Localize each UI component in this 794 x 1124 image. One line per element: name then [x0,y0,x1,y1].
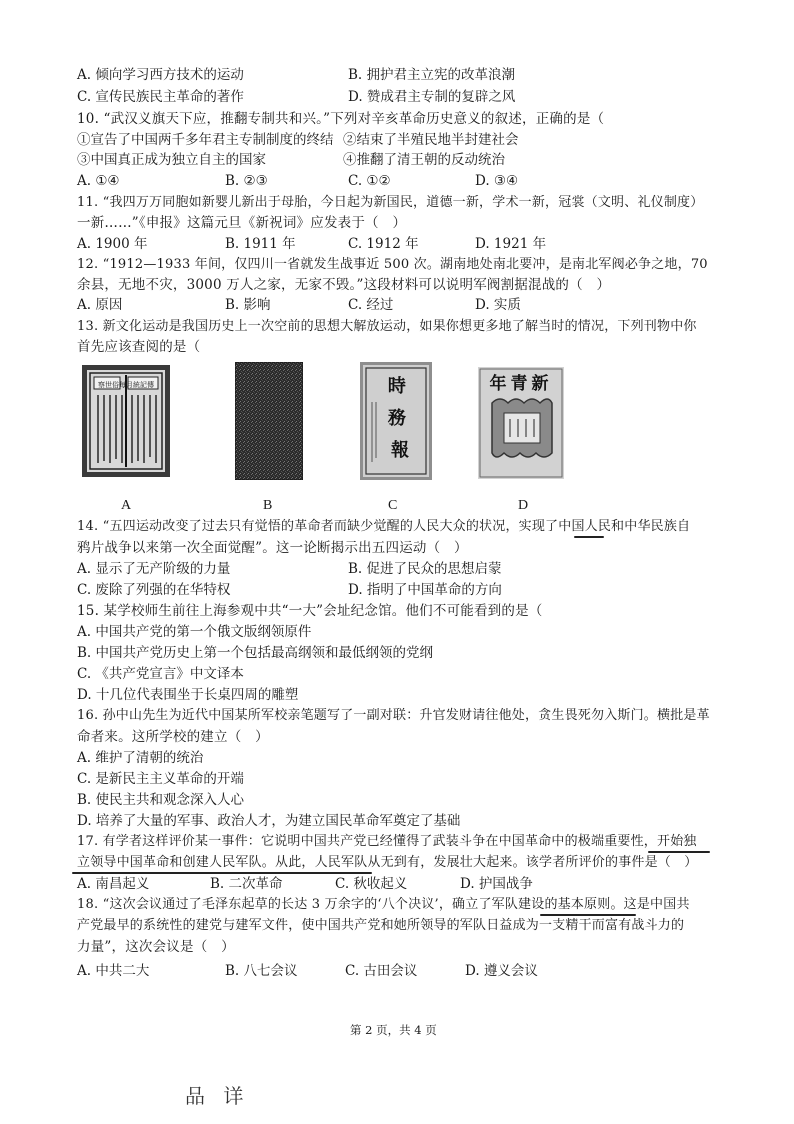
periodical-c-char-2: 務 [387,408,406,429]
image-label-d: D [518,498,529,513]
q18-option-d: D. 遵义会议 [465,963,538,979]
q14-option-a: A. 显示了无产阶级的力量 [77,561,231,577]
q17-option-a: A. 南昌起义 [77,876,150,892]
q18-stem-line1: 18. “这次会议通过了毛泽东起草的长达 3 万余字的‘八个决议’，确立了军队建设的基本原则。这是中国共 [77,897,690,912]
q18-stem-line3: 力量”，这次会议是（ ） [77,939,235,955]
handwritten-underline [72,872,372,874]
q9-option-b: B. 拥护君主立宪的改革浪潮 [348,67,516,83]
q10-statement-4: ④推翻了清王朝的反动统治 [343,152,505,168]
q15-option-b: B. 中国共产党历史上第一个包括最高纲领和最低纲领的党纲 [77,645,434,661]
q15-option-a: A. 中国共产党的第一个俄文版纲领原件 [77,624,312,640]
q18-stem-line2: 产党最早的系统性的建党与建军文件，使中国共产党和她所领导的军队日益成为一支精干而富有战斗力的 [77,918,685,933]
page-footer: 第 2 页，共 4 页 [350,1023,437,1037]
q17-option-d: D. 护国战争 [460,876,533,892]
q15-option-c: C. 《共产党宣言》中文译本 [77,666,244,682]
periodical-d-title: 年青新 [489,374,553,394]
q13-stem-line2: 首先应该查阅的是（ [77,339,201,355]
q10-option-b: B. ②③ [225,173,268,189]
q9-option-d: D. 赞成君主专制的复辟之风 [348,89,516,105]
periodical-image-d [478,367,564,479]
image-label-a: A [121,498,132,513]
handwritten-underline [540,914,636,916]
q14-option-d: D. 指明了中国革命的方向 [348,582,502,598]
q16-option-b: B. 使民主共和观念深入人心 [77,792,245,808]
q11-option-d: D. 1921 年 [475,236,547,252]
periodical-image-b [235,362,303,480]
q15-stem: 15. 某学校师生前往上海参观中共“一大”会址纪念馆。他们不可能看到的是（ [77,603,543,619]
q18-option-a: A. 中共二大 [77,963,150,979]
q12-option-c: C. 经过 [348,297,394,313]
q17-stem-line1: 17. 有学者这样评价某一事件：它说明中国共产党已经懂得了武装斗争在中国革命中的极端重要性，开始独 [77,834,697,849]
q18-option-c: C. 古田会议 [345,963,418,979]
q16-stem-line2: 命者来。这所学校的建立（ ） [77,729,269,745]
q10-statement-1: ①宣告了中国两千多年君主专制制度的终结 [77,132,334,148]
image-label-b: B [263,498,273,513]
q14-option-b: B. 促进了民众的思想启蒙 [348,561,502,577]
periodical-image-c [360,362,432,480]
q17-stem-line2: 立领导中国革命和创建人民军队。从此，人民军队从无到有，发展壮大起来。该学者所评价的事件是（ ） [77,855,698,870]
q12-option-b: B. 影响 [225,297,271,313]
q12-stem-line1: 12. “1912—1933 年间，仅四川一省就发生战事近 500 次。湖南地处南北要冲，是南北军阀必争之地，70 [77,257,708,272]
q9-option-a: A. 倾向学习西方技术的运动 [77,67,244,83]
q16-option-c: C. 是新民主主义革命的开端 [77,771,244,787]
q17-option-c: C. 秋收起义 [335,876,408,892]
q10-statement-2: ②结束了半殖民地半封建社会 [343,132,519,148]
q14-stem-line1: 14. “五四运动改变了过去只有觉悟的革命者而缺少觉醒的人民大众的状况，实现了中国人民和中华民族自 [77,519,691,534]
q10-statement-3: ③中国真正成为独立自主的国家 [77,152,266,168]
handwritten-underline [574,536,604,538]
periodical-c-char-1: 時 [387,376,406,397]
image-label-c: C [388,498,398,513]
scan-marks: 品 详 [185,1084,250,1108]
periodical-image-a [82,365,170,477]
q17-option-b: B. 二次革命 [210,876,283,892]
q10-option-a: A. ①④ [77,173,120,189]
q16-stem-line1: 16. 孙中山先生为近代中国某所军校亲笔题写了一副对联：升官发财请往他处，贪生畏死勿入斯门。横批是革 [77,708,710,723]
q16-option-d: D. 培养了大量的军事、政治人才，为建立国民革命军奠定了基础 [77,813,461,829]
q18-option-b: B. 八七会议 [225,963,298,979]
q11-option-a: A. 1900 年 [77,236,148,252]
q16-option-a: A. 维护了清朝的统治 [77,750,204,766]
q15-option-d: D. 十几位代表围坐于长桌四周的雕塑 [77,687,299,703]
handwritten-underline [648,851,710,853]
q10-stem: 10. “武汉义旗天下应，推翻专制共和兴。”下列对辛亥革命历史意义的叙述，正确的是（ [77,111,605,127]
periodical-c-char-3: 報 [391,440,409,461]
periodical-a-title: 察世俗每月統記傳 [98,381,154,389]
q10-option-c: C. ①② [348,173,391,189]
q12-option-a: A. 原因 [77,297,123,313]
q11-option-b: B. 1911 年 [225,236,296,252]
q9-option-c: C. 宣传民族民主革命的著作 [77,89,244,105]
q14-option-c: C. 废除了列强的在华特权 [77,582,231,598]
q13-stem-line1: 13. 新文化运动是我国历史上一次空前的思想大解放运动，如果你想更多地了解当时的情况，下列刊物中你 [77,319,697,334]
periodical-c-title [387,375,412,461]
q12-stem-line2: 余县，无地不灾，3000 万人之家，无家不毁。”这段材料可以说明军阀割据混战的（ ） [77,277,611,293]
q11-stem-line2: 一新……”《申报》这篇元旦《新祝词》应发表于（ ） [77,215,407,231]
q11-option-c: C. 1912 年 [348,236,419,252]
q12-option-d: D. 实质 [475,297,521,313]
q10-option-d: D. ③④ [475,173,519,189]
q11-stem-line1: 11. “我四万万同胞如新婴儿新出于母胎，今日起为新国民，道德一新，学术一新，冠裳（文明、礼仪制度） [77,195,704,210]
q14-stem-line2: 鸦片战争以来第一次全面觉醒”。这一论断揭示出五四运动（ ） [77,540,468,556]
